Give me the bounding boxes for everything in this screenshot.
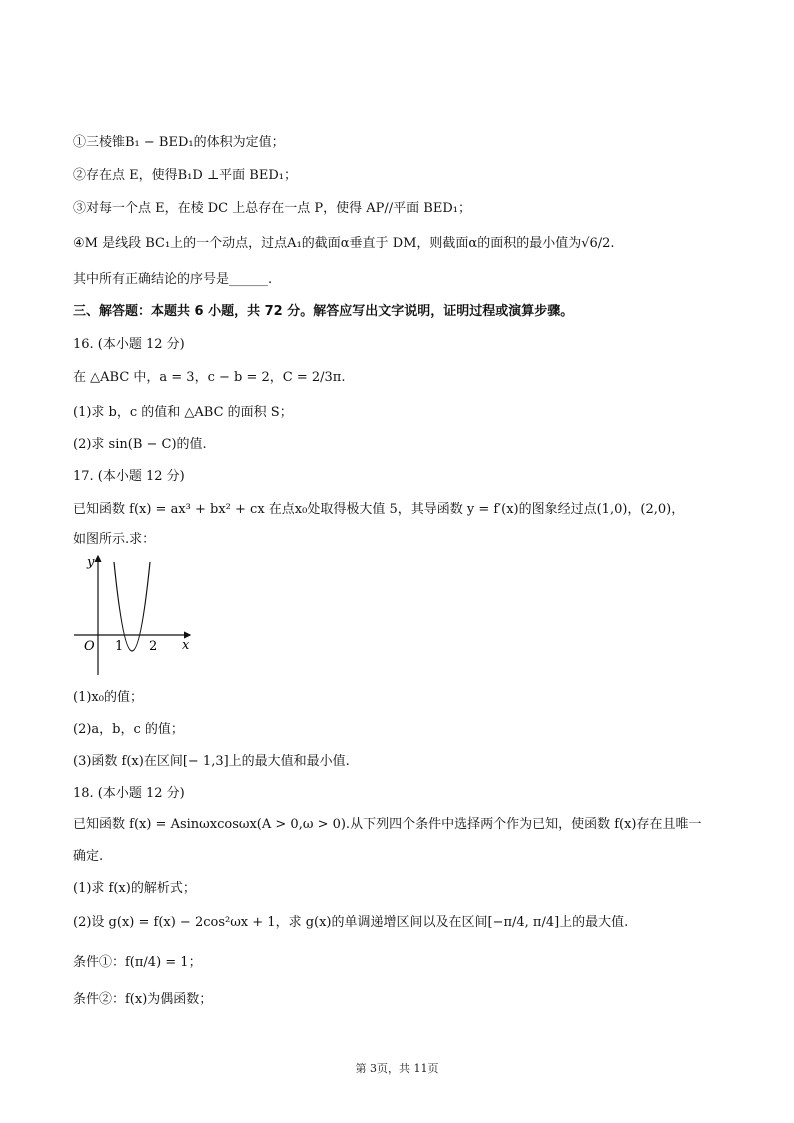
q16-stem: 在 △ABC 中，a = 3，c − b = 2，C = 2/3π. xyxy=(73,370,346,385)
q18-condition1: 条件①：f(π/4) = 1； xyxy=(73,955,202,970)
q18-part2: (2)设 g(x) = f(x) − 2cos²ωx + 1，求 g(x)的单调递增区间以及在区间[−π/4, π/4]上的最大值. xyxy=(73,915,629,930)
q17-part2: (2)a，b，c 的值； xyxy=(73,722,184,737)
section-heading: 三、解答题：本题共 6 小题，共 72 分。解答应写出文字说明，证明过程或演算步骤。 xyxy=(73,304,574,319)
q17-stem-cont: 如图所示.求： xyxy=(73,532,156,547)
q18-header: 18. (本小题 12 分) xyxy=(73,786,185,801)
parabola-curve xyxy=(114,562,150,651)
tick-1-label: 1 xyxy=(115,639,124,654)
q17-part3: (3)函数 f(x)在区间[− 1,3]上的最大值和最小值. xyxy=(73,754,350,769)
x-axis-label: x xyxy=(182,638,190,653)
q17-header: 17. (本小题 12 分) xyxy=(73,469,185,484)
q17-stem: 已知函数 f(x) = ax³ + bx² + cx 在点x₀处取得极大值 5，其导函数 y = f′(x)的图象经过点(1,0)，(2,0)， xyxy=(73,502,685,517)
q16-part2: (2)求 sin(B − C)的值. xyxy=(73,437,207,452)
derivative-graph xyxy=(72,550,202,678)
line-2: ②存在点 E，使得B₁D ⊥平面 BED₁； xyxy=(73,168,297,183)
q16-header: 16. (本小题 12 分) xyxy=(73,337,185,352)
line-1: ①三棱锥B₁ − BED₁的体积为定值； xyxy=(73,135,285,150)
q18-stem: 已知函数 f(x) = Asinωxcosωx(A > 0,ω > 0).从下列四个条件中选择两个作为已知，使函数 f(x)存在且唯一 xyxy=(73,817,702,832)
page-footer: 第 3页，共 11页 xyxy=(355,1062,439,1075)
line-5: 其中所有正确结论的序号是______. xyxy=(73,272,273,287)
q18-condition2: 条件②：f(x)为偶函数； xyxy=(73,992,213,1007)
line-3: ③对每一个点 E，在棱 DC 上总存在一点 P，使得 AP//平面 BED₁； xyxy=(73,201,471,216)
q18-part1: (1)求 f(x)的解析式； xyxy=(73,881,196,896)
origin-label: O xyxy=(84,639,95,654)
tick-2-label: 2 xyxy=(149,639,158,654)
line-4: ④M 是线段 BC₁上的一个动点，过点A₁的截面α垂直于 DM，则截面α的面积的最小值为√6/2. xyxy=(73,236,615,251)
q18-stem-cont: 确定. xyxy=(73,849,104,864)
q16-part1: (1)求 b，c 的值和 △ABC 的面积 S； xyxy=(73,405,293,420)
q17-part1: (1)x₀的值； xyxy=(73,690,143,705)
y-axis-label: y xyxy=(87,555,95,570)
